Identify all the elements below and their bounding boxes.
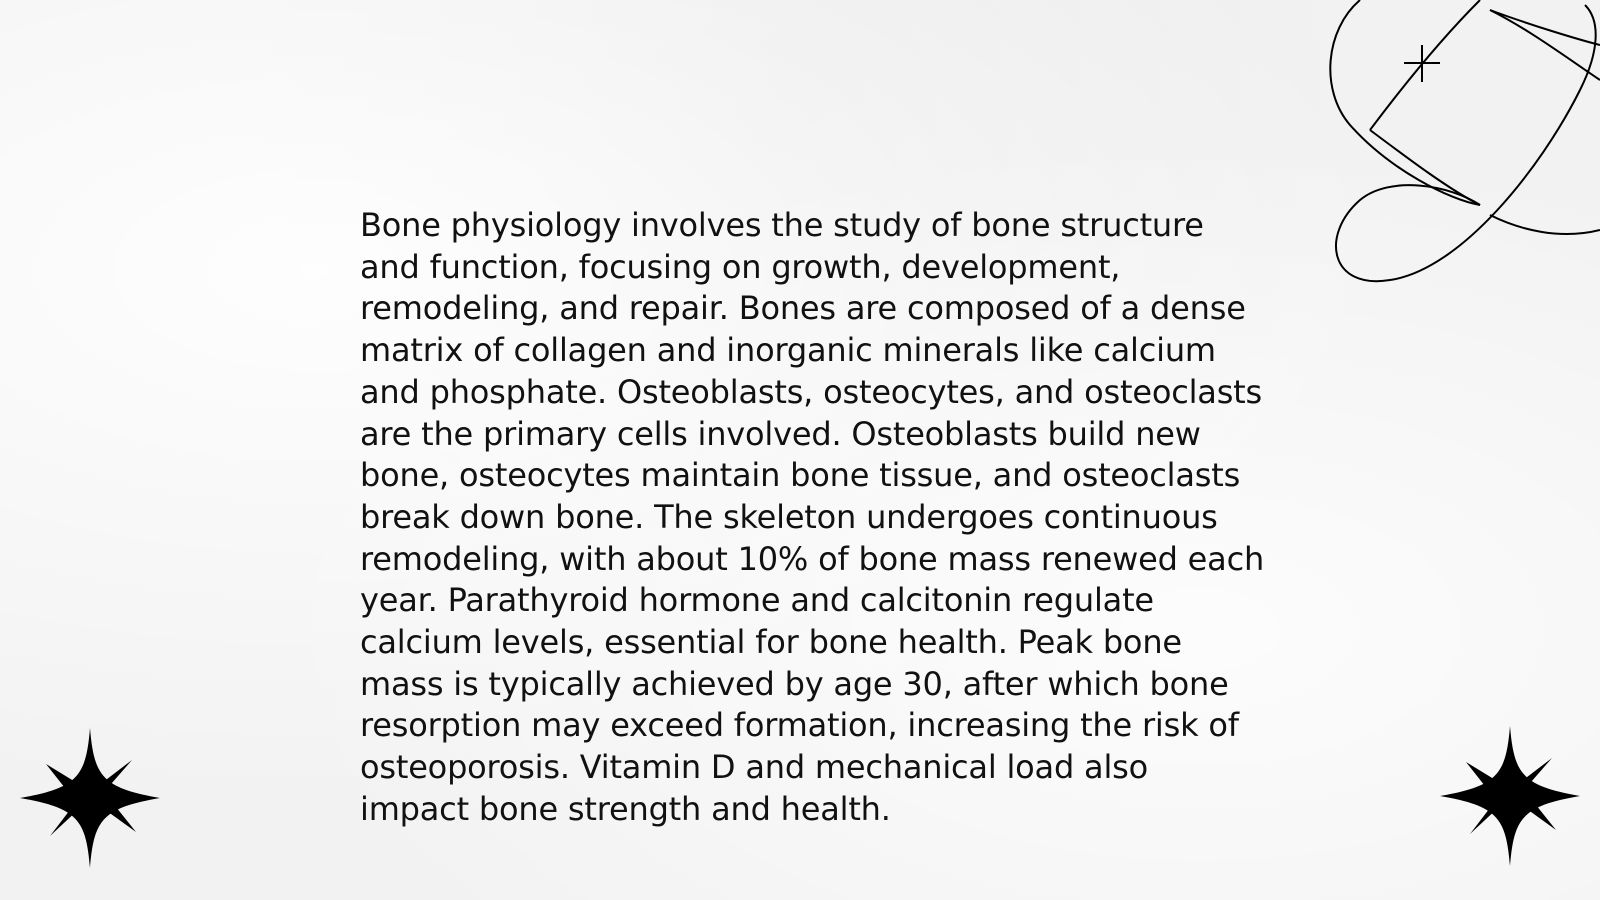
slide-body-text: Bone physiology involves the study of bone structure and function, focusing on growth, development, remodeling, and repair. Bones are composed of a dense matrix of collagen and inorganic minerals like calcium and phosphate. Osteoblasts, osteocytes, and osteoclasts are the primary cells involved. Osteoblasts build new bone, osteocytes maintain bone tissue, and osteoclasts break down bone. The skeleton undergoes continuous remodeling, with about 10% of bone mass renewed each year. Parathyroid hormone and calcitonin regulate calcium levels, essential for bone health. Peak bone mass is typically achieved by age 30, after which bone resorption may exceed formation, increasing the risk of osteoporosis. Vitamin D and mechanical load also impact bone strength and health. — [360, 206, 1265, 828]
four-point-star-icon — [20, 728, 160, 868]
four-point-star-icon — [1440, 726, 1580, 866]
orbit-line-icon — [1320, 0, 1600, 290]
